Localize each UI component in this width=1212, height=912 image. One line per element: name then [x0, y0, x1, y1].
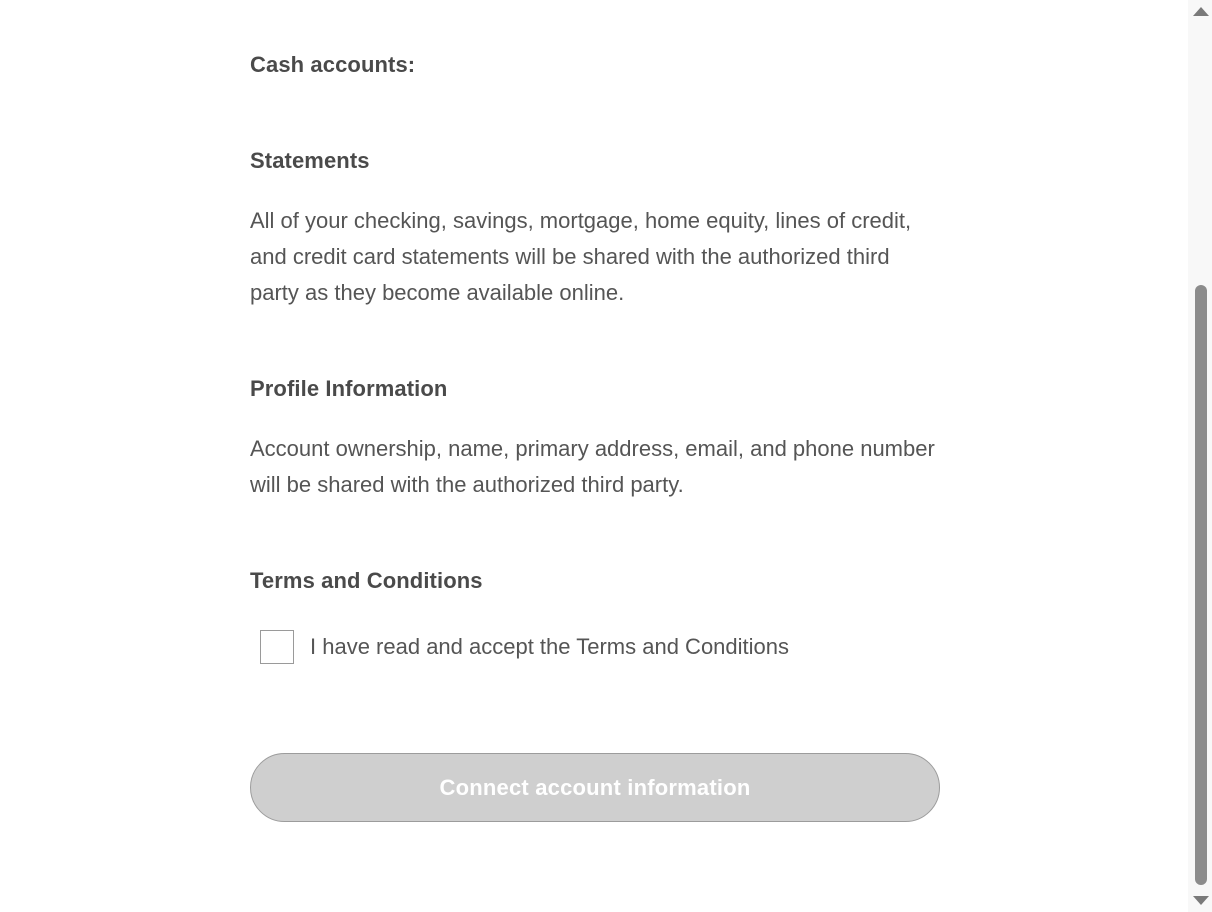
- terms-checkbox-row[interactable]: [260, 629, 789, 665]
- statements-description: All of your checking, savings, mortgage, home equity, lines of credit, and credit card statements will be shared with the authorized third party as they become available online.: [250, 208, 912, 305]
- scrollbar-thumb[interactable]: [1195, 285, 1207, 885]
- terms-checkbox[interactable]: [260, 630, 294, 664]
- connect-account-button[interactable]: Connect account information: [250, 753, 940, 822]
- profile-information-description: Account ownership, name, primary address, email, and phone number will be shared with the authorized third party.: [250, 436, 935, 497]
- terms-checkbox-label[interactable]: I have read and accept the Terms and Conditions: [310, 634, 790, 659]
- statements-heading: Statements: [250, 148, 370, 173]
- scroll-down-arrow-icon[interactable]: [1193, 896, 1209, 905]
- vertical-scrollbar[interactable]: [1188, 0, 1212, 912]
- terms-and-conditions-heading: Terms and Conditions: [250, 568, 483, 593]
- profile-information-heading: Profile Information: [250, 376, 448, 401]
- scroll-up-arrow-icon[interactable]: [1193, 7, 1209, 16]
- cash-accounts-heading: Cash accounts:: [250, 52, 416, 77]
